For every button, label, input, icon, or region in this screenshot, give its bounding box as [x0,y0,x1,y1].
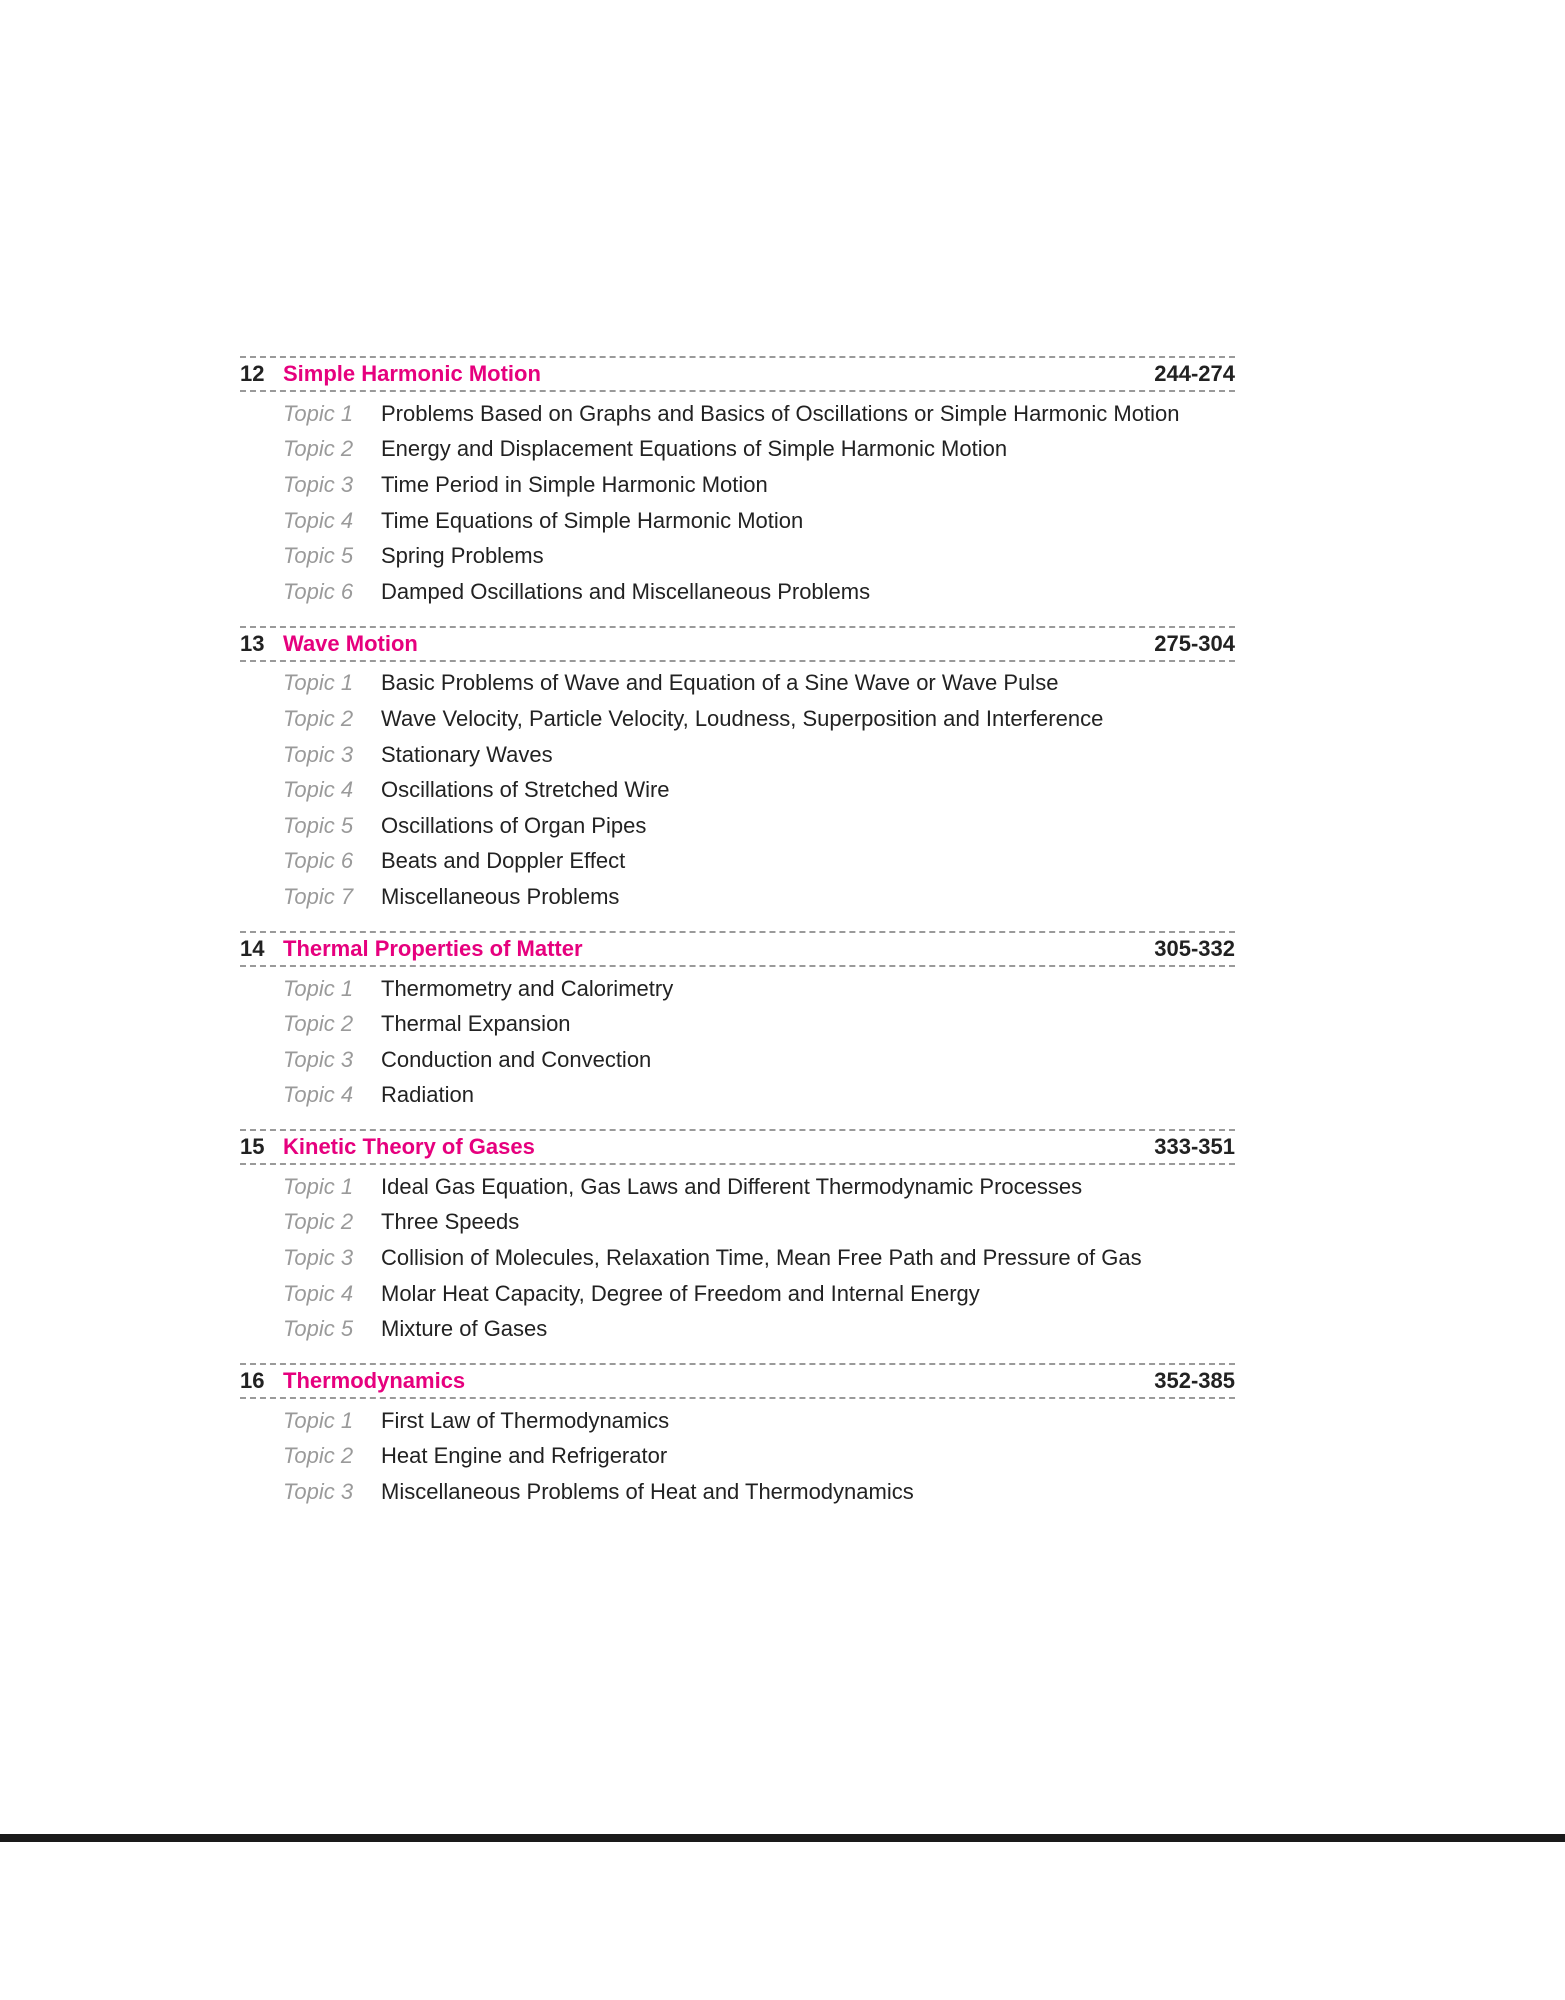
topic-title: Miscellaneous Problems of Heat and Thermodynamics [381,1479,914,1505]
page-bottom-rule [0,1834,1565,1842]
topic-list [240,1165,1235,1351]
topic-label: Topic 4 [283,777,354,803]
topic-item[interactable] [240,1276,1235,1312]
chapter-title[interactable]: Thermal Properties of Matter [283,935,583,961]
topic-title: Conduction and Convection [381,1046,652,1072]
topic-title: Problems Based on Graphs and Basics of Oscillations or Simple Harmonic Motion [381,400,1180,426]
chapter-number: 14 [240,935,265,961]
chapter-title[interactable]: Simple Harmonic Motion [283,361,541,386]
topic-label: Topic 1 [283,975,354,1001]
chapter-header [240,356,1235,392]
topic-title: Heat Engine and Refrigerator [381,1443,668,1469]
topic-item[interactable] [240,1403,1235,1439]
chapter-pages: 352-385 [1154,1368,1235,1394]
topic-label: Topic 6 [283,848,354,874]
topic-title: Oscillations of Organ Pipes [381,812,647,838]
topic-list [240,1399,1235,1514]
topic-label: Topic 2 [283,436,354,462]
topic-title: Three Speeds [381,1209,520,1235]
topic-title: Oscillations of Stretched Wire [381,777,670,803]
topic-title: Basic Problems of Wave and Equation of a Sine Wave or Wave Pulse [381,670,1059,696]
topic-label: Topic 2 [283,705,354,731]
topic-title: Collision of Molecules, Relaxation Time, Mean Free Path and Pressure of Gas [381,1245,1142,1271]
topic-item[interactable] [240,737,1235,773]
topic-label: Topic 5 [283,543,354,569]
topic-item[interactable] [240,1006,1235,1042]
topic-title: Damped Oscillations and Miscellaneous Problems [381,578,871,604]
topic-title: Miscellaneous Problems [381,883,620,909]
topic-label: Topic 1 [283,1407,354,1433]
topic-label: Topic 4 [283,507,354,533]
topic-title: Wave Velocity, Particle Velocity, Loudness, Superposition and Interference [381,705,1104,731]
topic-title: Ideal Gas Equation, Gas Laws and Different Thermodynamic Processes [381,1173,1083,1199]
chapter-title[interactable]: Kinetic Theory of Gases [283,1134,535,1160]
topic-item[interactable] [240,971,1235,1007]
topic-title: Thermal Expansion [381,1011,571,1037]
topic-item[interactable] [240,1078,1235,1114]
topic-item[interactable] [240,701,1235,737]
chapter-number: 13 [240,630,265,656]
chapter-13 [240,626,1235,919]
topic-label: Topic 3 [283,741,354,767]
topic-item[interactable] [240,844,1235,880]
topic-title: Time Period in Simple Harmonic Motion [381,471,768,497]
topic-item[interactable] [240,772,1235,808]
chapter-header [240,931,1235,967]
topic-title: Molar Heat Capacity, Degree of Freedom and Internal Energy [381,1280,980,1306]
topic-title: Mixture of Gases [381,1316,548,1342]
chapter-header [240,1129,1235,1165]
topic-item[interactable] [240,467,1235,503]
topic-label: Topic 1 [283,400,354,426]
topic-item[interactable] [240,1042,1235,1078]
topic-title: Beats and Doppler Effect [381,848,626,874]
topic-item[interactable] [240,879,1235,915]
chapter-16 [240,1363,1235,1514]
topic-label: Topic 3 [283,1245,354,1271]
topic-list [240,967,1235,1117]
topic-item[interactable] [240,574,1235,610]
chapter-header [240,626,1235,662]
chapter-pages: 333-351 [1154,1134,1235,1160]
topic-label: Topic 4 [283,1082,354,1108]
topic-label: Topic 6 [283,578,354,604]
topic-label: Topic 4 [283,1280,354,1306]
topic-label: Topic 5 [283,1316,354,1342]
chapter-header [240,1363,1235,1399]
chapter-14 [240,931,1235,1117]
topic-item[interactable] [240,1439,1235,1475]
topic-item[interactable] [240,666,1235,702]
topic-item[interactable] [240,1311,1235,1347]
topic-label: Topic 3 [283,1479,354,1505]
chapter-15 [240,1129,1235,1351]
topic-item[interactable] [240,1169,1235,1205]
topic-label: Topic 3 [283,471,354,497]
topic-item[interactable] [240,808,1235,844]
topic-label: Topic 2 [283,1443,354,1469]
topic-label: Topic 1 [283,1173,354,1199]
chapter-title[interactable]: Thermodynamics [283,1368,466,1394]
topic-list [240,392,1235,614]
topic-label: Topic 7 [283,883,354,909]
chapter-pages: 244-274 [1154,361,1235,386]
chapter-number: 16 [240,1368,265,1394]
topic-item[interactable] [240,538,1235,574]
topic-title: First Law of Thermodynamics [381,1407,670,1433]
topic-item[interactable] [240,432,1235,468]
topic-title: Thermometry and Calorimetry [381,975,674,1001]
topic-item[interactable] [240,1240,1235,1276]
topic-title: Time Equations of Simple Harmonic Motion [381,507,804,533]
table-of-contents [240,356,1235,1526]
topic-title: Radiation [381,1082,474,1108]
topic-item[interactable] [240,503,1235,539]
chapter-pages: 305-332 [1154,935,1235,961]
topic-title: Energy and Displacement Equations of Simple Harmonic Motion [381,436,1008,462]
topic-list [240,662,1235,919]
topic-label: Topic 3 [283,1046,354,1072]
chapter-number: 12 [240,361,265,386]
chapter-title[interactable]: Wave Motion [283,630,418,656]
topic-item[interactable] [240,396,1235,432]
topic-item[interactable] [240,1474,1235,1510]
topic-title: Spring Problems [381,543,544,569]
topic-item[interactable] [240,1205,1235,1241]
topic-label: Topic 2 [283,1011,354,1037]
topic-title: Stationary Waves [381,741,553,767]
topic-label: Topic 1 [283,670,354,696]
topic-label: Topic 2 [283,1209,354,1235]
chapter-pages: 275-304 [1154,630,1235,656]
topic-label: Topic 5 [283,812,354,838]
chapter-number: 15 [240,1134,265,1160]
chapter-12 [240,356,1235,614]
